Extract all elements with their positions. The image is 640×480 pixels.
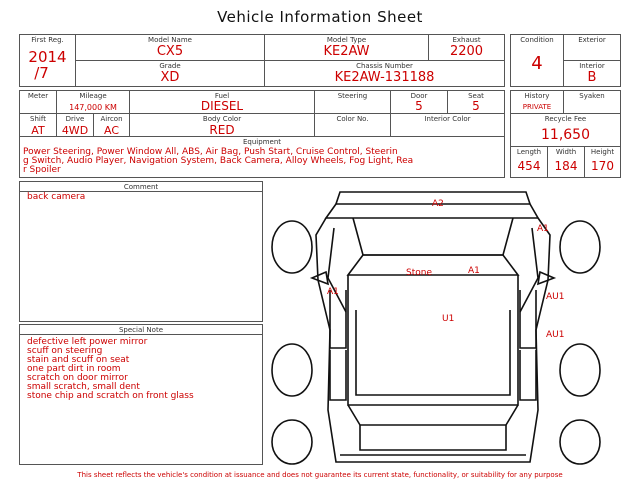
grade-cell	[75, 60, 265, 87]
comment-text: back camera	[27, 192, 86, 202]
body-color-label: Body Color	[202, 115, 242, 123]
special-note-line: stone chip and scratch on front glass	[27, 391, 194, 401]
aircon-cell	[93, 113, 130, 137]
special-note-line: one part dirt in room	[27, 364, 121, 374]
seat-value: 5	[472, 99, 480, 113]
special-note-line: scuff on steering	[27, 346, 103, 356]
shift-value: AT	[31, 124, 45, 137]
length-label: Length	[516, 148, 542, 156]
model-name-cell	[75, 34, 265, 61]
recycle-fee-cell	[510, 113, 621, 147]
length-cell	[510, 146, 548, 178]
fuel-cell	[129, 90, 315, 114]
equipment-line-1: Power Steering, Power Window All, ABS, Air Bag, Push Start, Cruise Control, Steerin	[23, 147, 398, 157]
height-label: Height	[590, 148, 615, 156]
meter-label: Meter	[27, 92, 49, 100]
roof	[348, 275, 518, 405]
condition-label: Condition	[520, 36, 554, 44]
drive-value: 4WD	[61, 124, 89, 137]
wheel-front-right	[560, 221, 600, 273]
damage-mark-left-door: A1	[327, 287, 339, 297]
condition-cell	[510, 34, 564, 87]
special-note-line: stain and scuff on seat	[27, 355, 130, 365]
height-value: 170	[591, 159, 614, 173]
equipment-cell	[19, 136, 505, 178]
recycle-fee-value: 11,650	[541, 127, 590, 143]
first-reg-label: First Reg.	[31, 36, 64, 44]
model-type-cell	[264, 34, 429, 61]
wheel-rear-right	[560, 344, 600, 396]
special-note-label: Special Note	[20, 325, 262, 335]
width-cell	[547, 146, 585, 178]
steering-label: Steering	[337, 92, 368, 100]
exhaust-value: 2200	[449, 44, 484, 59]
model-name-value: CX5	[156, 44, 184, 59]
first-reg-cell	[19, 34, 76, 87]
grade-label: Grade	[159, 62, 181, 70]
wheel-spare-right	[560, 420, 600, 464]
history-label: History	[524, 92, 550, 100]
wheel-spare-left	[272, 420, 312, 464]
chassis-cell	[264, 60, 505, 87]
length-value: 454	[517, 159, 541, 173]
mirror-left	[312, 272, 328, 284]
left-front-door	[330, 290, 346, 348]
width-label: Width	[555, 148, 577, 156]
width-value: 184	[554, 159, 578, 173]
wheel-rear-left	[272, 344, 312, 396]
mileage-label: Mileage	[79, 92, 107, 100]
exterior-cell	[563, 34, 621, 61]
history-cell	[510, 90, 564, 114]
aircon-value: AC	[103, 124, 119, 137]
right-front-door	[520, 290, 536, 348]
height-cell	[584, 146, 621, 178]
vehicle-damage-diagram	[268, 180, 618, 470]
special-note-line: defective left power mirror	[27, 337, 148, 347]
damage-mark-front-bumper: A2	[432, 199, 444, 209]
equipment-line-3: r Spoiler	[23, 165, 61, 175]
mileage-value: 147,000 KM	[69, 103, 117, 112]
exterior-label: Exterior	[578, 36, 606, 44]
rear-window	[348, 405, 518, 425]
grade-value: XD	[160, 70, 180, 85]
steering-cell	[314, 90, 391, 114]
damage-mark-windshield: A1	[468, 266, 480, 276]
door-value: 5	[415, 99, 423, 113]
body-color-value: RED	[209, 123, 235, 137]
exhaust-cell	[428, 34, 505, 61]
damage-mark-right-fender: A1	[537, 224, 549, 234]
door-label: Door	[410, 92, 428, 100]
damage-mark-windshield-stone: Stone	[406, 268, 432, 278]
interior-color-label: Interior Color	[424, 115, 471, 123]
recycle-fee-label: Recycle Fee	[544, 115, 587, 123]
comment-label: Comment	[20, 182, 262, 192]
aircon-label: Aircon	[100, 115, 123, 123]
color-no-cell	[314, 113, 391, 137]
tailgate	[360, 425, 506, 450]
seat-label: Seat	[468, 92, 484, 100]
special-note-line: scratch on door mirror	[27, 373, 128, 383]
syaken-cell	[563, 90, 621, 114]
drive-label: Drive	[65, 115, 85, 123]
interior-cell	[563, 60, 621, 87]
seat-cell	[447, 90, 505, 114]
model-name-label: Model Name	[148, 36, 192, 44]
damage-mark-roof: U1	[442, 314, 455, 324]
mileage-cell	[56, 90, 130, 114]
equipment-label: Equipment	[243, 138, 281, 146]
meter-cell	[19, 90, 57, 114]
comment-box	[19, 181, 263, 322]
model-type-value: KE2AW	[323, 44, 370, 59]
exhaust-label: Exhaust	[452, 36, 481, 44]
right-rear-door	[520, 350, 536, 400]
roof-inner	[356, 310, 510, 395]
hood	[353, 218, 513, 255]
windshield	[348, 255, 518, 275]
fuel-label: Fuel	[214, 92, 230, 100]
chassis-label: Chassis Number	[356, 62, 413, 70]
interior-color-cell	[390, 113, 505, 137]
body-color-cell	[129, 113, 315, 137]
syaken-label: Syaken	[579, 92, 605, 100]
damage-mark-right-front-door: AU1	[546, 292, 565, 302]
first-reg-month: /7	[34, 64, 49, 82]
wheel-front-left	[272, 221, 312, 273]
disclaimer-text: This sheet reflects the vehicle's condition at issuance and does not guarantee its current state, functionality, or suitability for any purpose	[77, 471, 563, 479]
shift-label: Shift	[30, 115, 46, 123]
door-cell	[390, 90, 448, 114]
shift-cell	[19, 113, 57, 137]
first-reg-year: 2014	[28, 48, 67, 66]
fuel-value: DIESEL	[200, 99, 244, 113]
color-no-label: Color No.	[336, 115, 369, 123]
history-value: PRIVATE	[522, 103, 552, 111]
special-note-box	[19, 324, 263, 465]
model-type-label: Model Type	[326, 36, 367, 44]
chassis-value: KE2AW-131188	[334, 70, 435, 85]
drive-cell	[56, 113, 94, 137]
interior-label: Interior	[579, 62, 605, 70]
damage-mark-right-rear-door: AU1	[546, 330, 565, 340]
special-note-line: small scratch, small dent	[27, 382, 140, 392]
sheet-title: Vehicle Information Sheet	[217, 8, 423, 26]
left-rear-door	[330, 350, 346, 400]
equipment-line-2: g Switch, Audio Player, Navigation System, Back Camera, Alloy Wheels, Fog Light, Rea	[23, 156, 414, 166]
interior-value: B	[587, 70, 597, 85]
mirror-right	[538, 272, 554, 284]
condition-value: 4	[531, 53, 543, 74]
